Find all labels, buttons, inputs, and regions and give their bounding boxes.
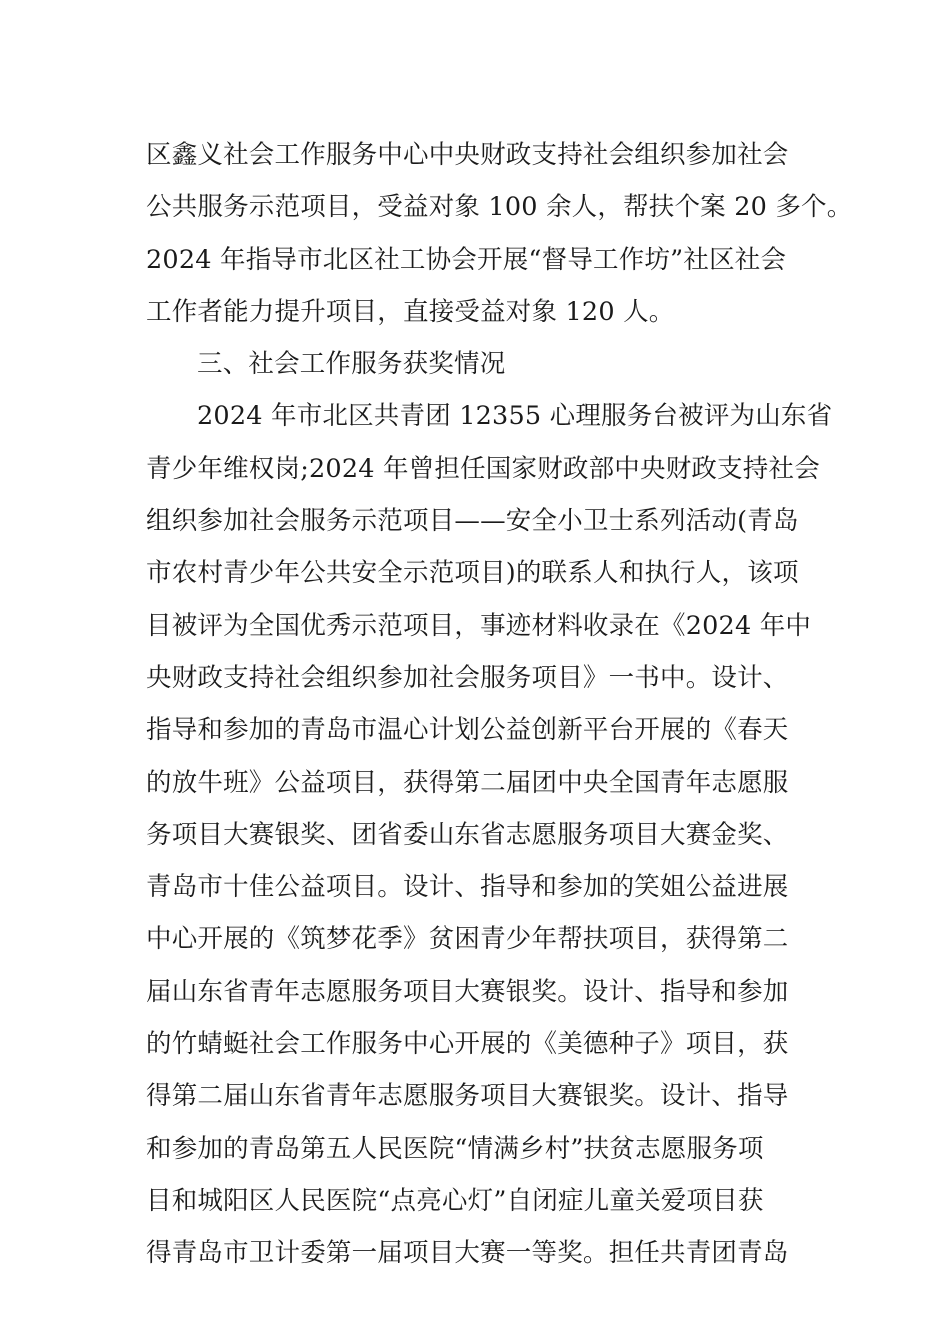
text-line: 公共服务示范项目，受益对象 100 余人，帮扶个案 20 多个。 <box>146 192 853 223</box>
text-line: 和参加的青岛第五人民医院“情满乡村”扶贫志愿服务项 <box>146 1133 764 1164</box>
text-line: 青少年维权岗;2024 年曾担任国家财政部中央财政支持社会 <box>146 453 820 484</box>
text-line: 区鑫义社会工作服务中心中央财政支持社会组织参加社会 <box>146 140 789 170</box>
text-line: 务项目大赛银奖、团省委山东省志愿服务项目大赛金奖、 <box>146 819 789 850</box>
text-line: 中心开展的《筑梦花季》贫困青少年帮扶项目，获得第二 <box>146 924 789 955</box>
text-line: 央财政支持社会组织参加社会服务项目》一书中。设计、 <box>146 662 789 693</box>
text-line: 2024 年市北区共青团 12355 心理服务台被评为山东省 <box>197 401 833 432</box>
text-line: 得第二届山东省青年志愿服务项目大赛银奖。设计、指导 <box>146 1081 789 1112</box>
text-line: 市农村青少年公共安全示范项目)的联系人和执行人，该项 <box>146 558 799 589</box>
text-line: 组织参加社会服务示范项目——安全小卫士系列活动(青岛 <box>146 506 799 537</box>
text-line: 的放牛班》公益项目，获得第二届团中央全国青年志愿服 <box>146 767 789 798</box>
text-line: 的竹蜻蜓社会工作服务中心开展的《美德种子》项目，获 <box>146 1029 789 1060</box>
section-heading: 三、社会工作服务获奖情况 <box>197 349 506 380</box>
text-line: 目被评为全国优秀示范项目，事迹材料收录在《2024 年中 <box>146 610 812 641</box>
text-line: 2024 年指导市北区社工协会开展“督导工作坊”社区社会 <box>146 244 787 275</box>
text-line: 届山东省青年志愿服务项目大赛银奖。设计、指导和参加 <box>146 976 789 1007</box>
text-line: 工作者能力提升项目，直接受益对象 120 人。 <box>146 296 675 327</box>
body-text <box>146 129 853 1280</box>
text-line: 目和城阳区人民医院“点亮心灯”自闭症儿童关爱项目获 <box>146 1185 764 1216</box>
text-line: 青岛市十佳公益项目。设计、指导和参加的笑姐公益进展 <box>146 872 789 903</box>
text-line: 得青岛市卫计委第一届项目大赛一等奖。担任共青团青岛 <box>146 1238 789 1269</box>
text-line: 指导和参加的青岛市温心计划公益创新平台开展的《春天 <box>146 715 789 746</box>
